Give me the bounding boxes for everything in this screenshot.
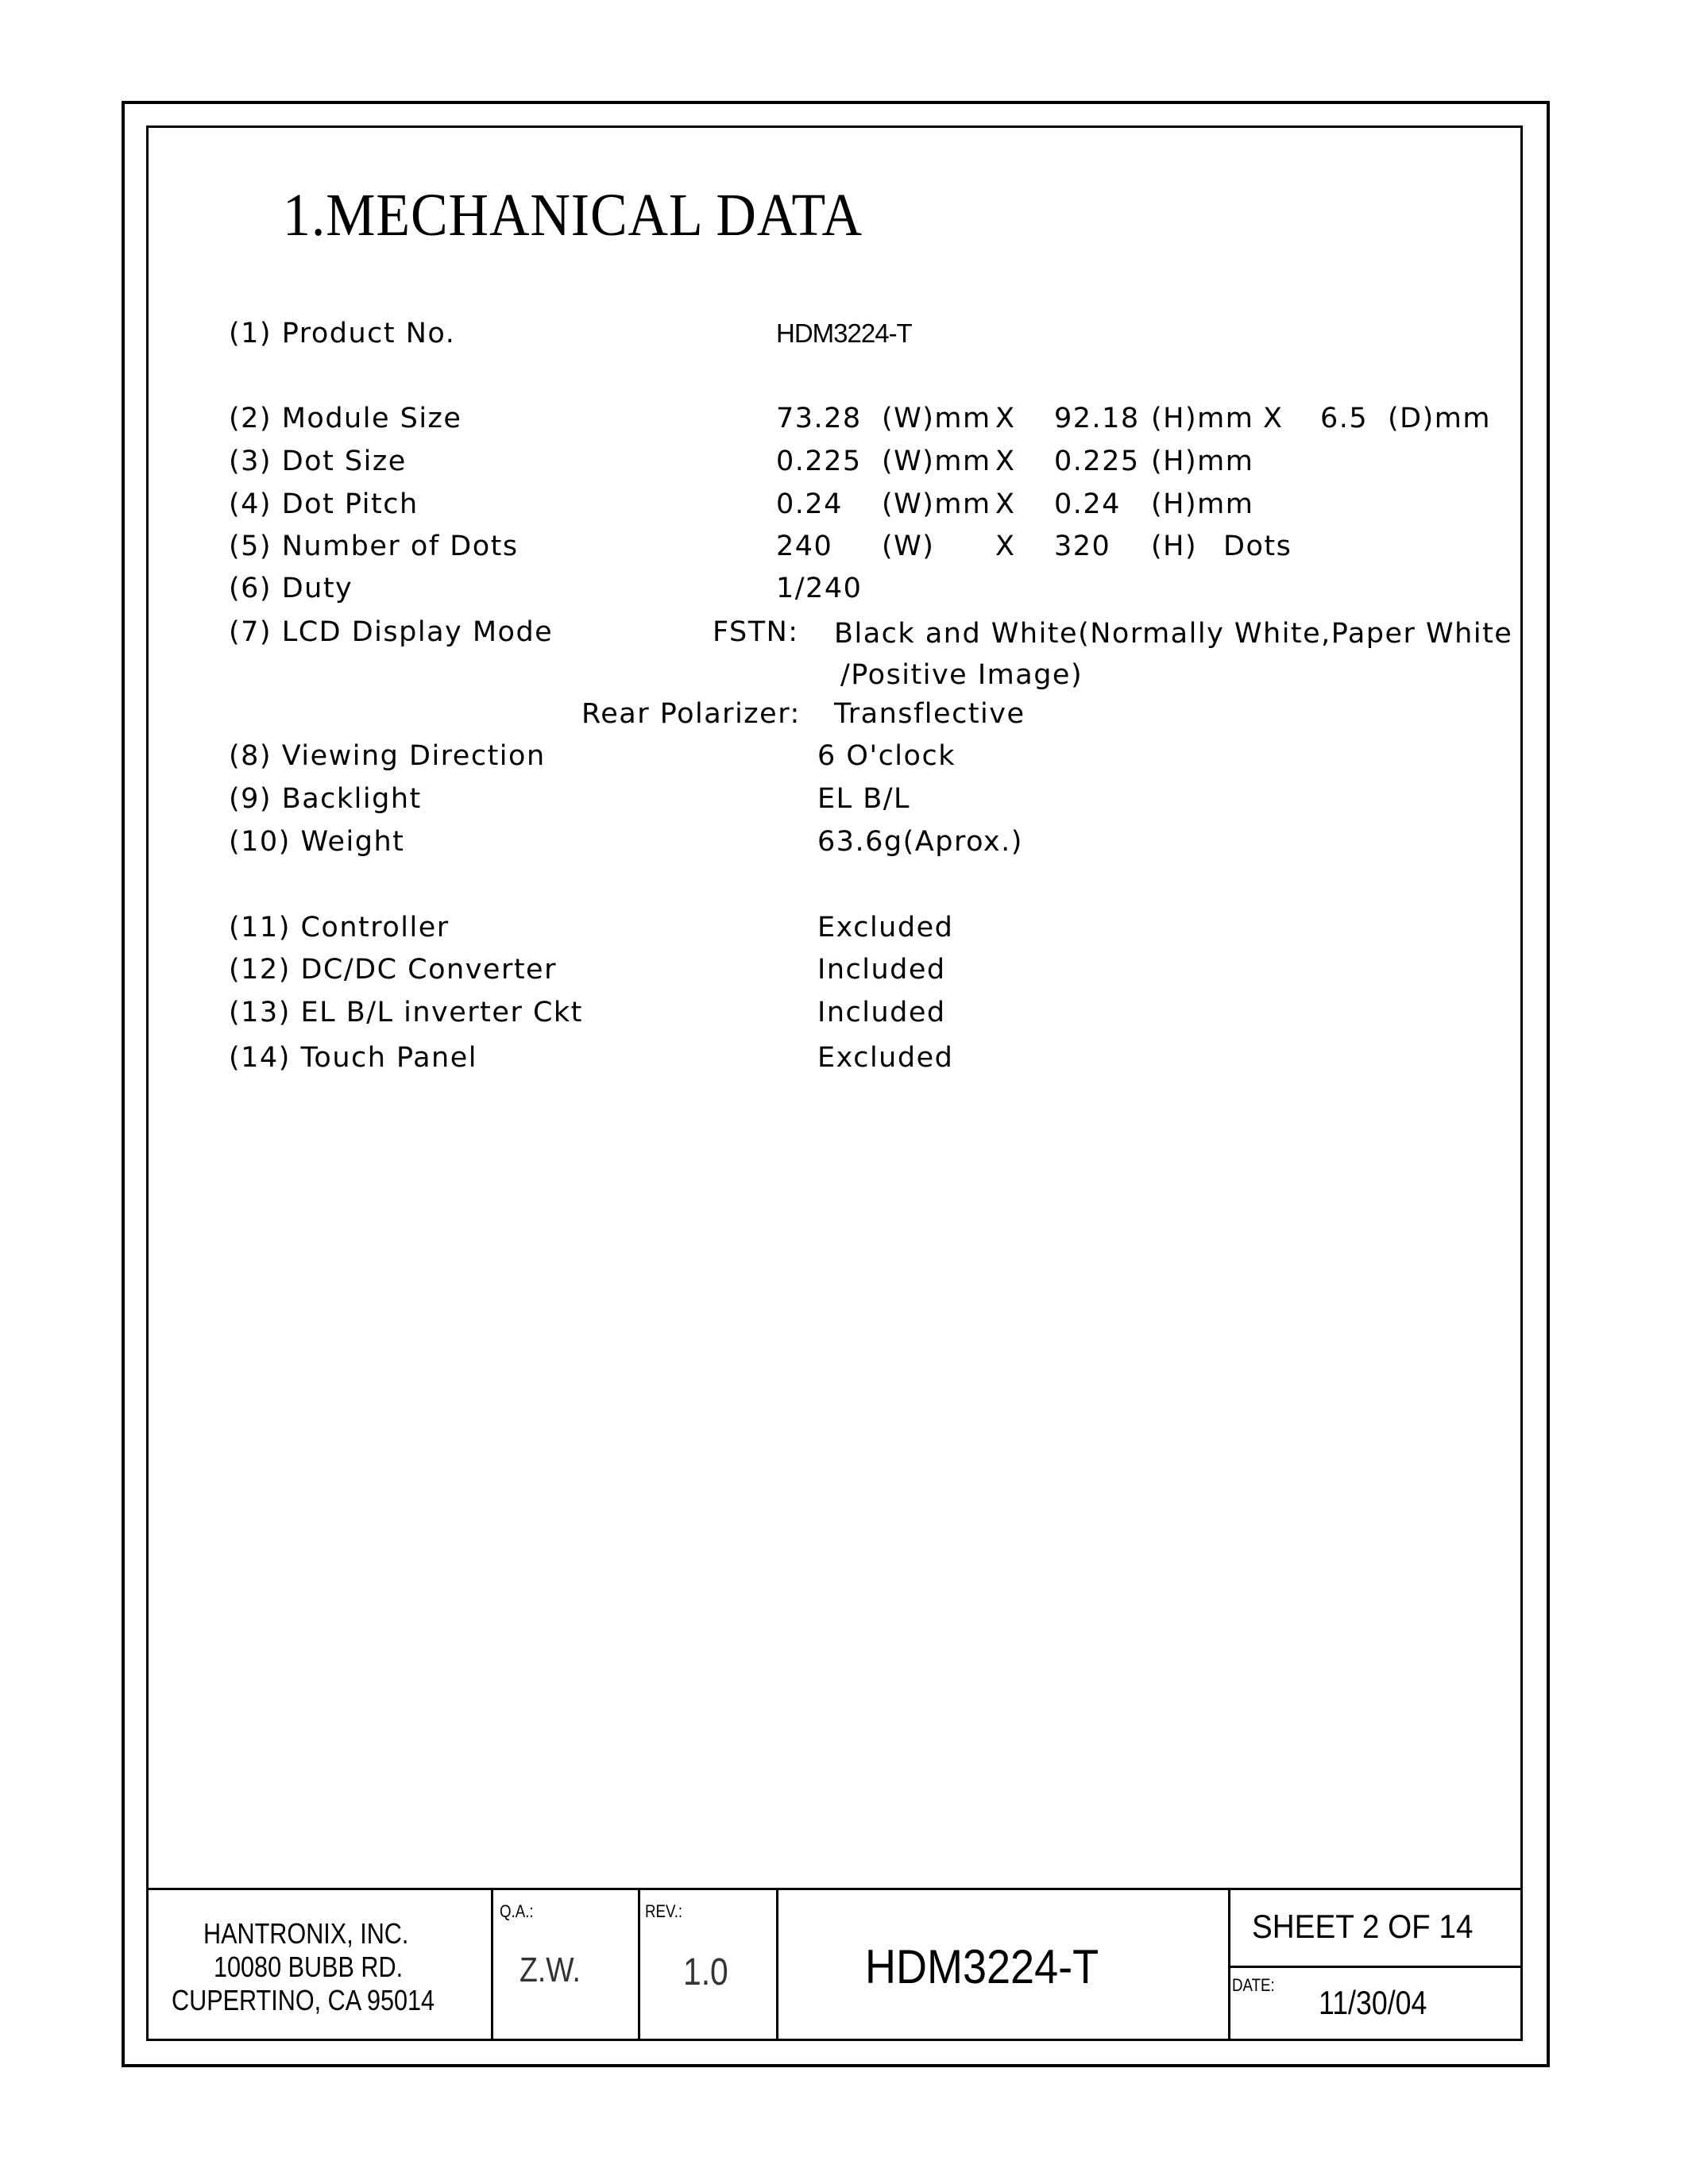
spec-value-weight: 63.6g(Aprox.)	[817, 826, 1023, 858]
polarizer-value: Transflective	[834, 698, 1026, 730]
dot-size-h: 0.225	[1054, 446, 1140, 477]
spec-value-controller: Excluded	[817, 912, 954, 943]
sheet-number: SHEET 2 OF 14	[1252, 1908, 1474, 1945]
divider	[638, 1890, 640, 2041]
dot-pitch-w: 0.24	[776, 488, 843, 520]
spec-label-backlight: (9) Backlight	[229, 783, 422, 815]
company-address-1: 10080 BUBB RD.	[214, 1951, 404, 1983]
times-sign: X	[995, 403, 1016, 434]
rev-label: REV.:	[645, 1901, 683, 1921]
dot-pitch-h: 0.24	[1054, 488, 1121, 520]
times-sign: X	[995, 531, 1016, 562]
spec-label-dcdc: (12) DC/DC Converter	[229, 954, 557, 986]
company-name: HANTRONIX, INC.	[203, 1917, 409, 1950]
dot-pitch-h-unit: (H)mm	[1151, 488, 1254, 520]
spec-value-dcdc: Included	[817, 954, 946, 986]
spec-label-module-size: (2) Module Size	[229, 403, 462, 434]
module-depth-unit: (D)mm	[1388, 403, 1491, 434]
part-number: HDM3224-T	[865, 1940, 1099, 1993]
display-type: FSTN:	[713, 616, 799, 648]
spec-label-product: (1) Product No.	[229, 318, 456, 349]
dots-w-unit: (W)	[882, 531, 935, 562]
module-width-unit: (W)mm	[882, 403, 991, 434]
display-mode-line1: Black and White(Normally White,Paper White	[834, 618, 1513, 650]
spec-label-duty: (6) Duty	[229, 573, 353, 604]
spec-label-weight: (10) Weight	[229, 826, 405, 858]
times-sign: X	[995, 446, 1016, 477]
spec-value-touch: Excluded	[817, 1042, 954, 1074]
rev-value: 1.0	[683, 1951, 728, 1993]
display-mode-line2: /Positive Image)	[840, 659, 1083, 691]
spec-label-dot-pitch: (4) Dot Pitch	[229, 488, 419, 520]
dots-h-unit: (H)	[1151, 531, 1198, 562]
times-sign: X	[995, 488, 1016, 520]
spec-label-inverter: (13) EL B/L inverter Ckt	[229, 997, 583, 1028]
module-height: 92.18	[1054, 403, 1140, 434]
module-depth: 6.5	[1320, 403, 1369, 434]
spec-label-controller: (11) Controller	[229, 912, 450, 943]
divider	[1228, 1966, 1520, 1968]
dot-size-h-unit: (H)mm	[1151, 446, 1254, 477]
date-label: DATE:	[1232, 1975, 1275, 1995]
dots-suffix: Dots	[1223, 531, 1292, 562]
date-value: 11/30/04	[1319, 1984, 1427, 2021]
times-sign: X	[1263, 403, 1284, 434]
title-block	[146, 1888, 1520, 2041]
spec-label-viewing: (8) Viewing Direction	[229, 740, 546, 772]
dot-pitch-w-unit: (W)mm	[882, 488, 991, 520]
dot-size-w-unit: (W)mm	[882, 446, 991, 477]
dot-size-w: 0.225	[776, 446, 862, 477]
dots-w: 240	[776, 531, 833, 562]
spec-label-display-mode: (7) LCD Display Mode	[229, 616, 554, 648]
qa-value: Z.W.	[520, 1951, 581, 1989]
divider	[776, 1890, 778, 2041]
module-height-unit: (H)mm	[1151, 403, 1254, 434]
spec-label-touch: (14) Touch Panel	[229, 1042, 477, 1074]
spec-value-product: HDM3224-T	[776, 318, 912, 348]
page-title: 1.MECHANICAL DATA	[283, 182, 863, 249]
qa-label: Q.A.:	[500, 1901, 534, 1921]
company-address-2: CUPERTINO, CA 95014	[172, 1984, 435, 2016]
spec-value-viewing: 6 O'clock	[817, 740, 956, 772]
spec-value-duty: 1/240	[776, 573, 863, 604]
polarizer-label: Rear Polarizer:	[581, 698, 801, 730]
spec-value-inverter: Included	[817, 997, 946, 1028]
divider	[491, 1890, 493, 2041]
dots-h: 320	[1054, 531, 1111, 562]
spec-value-backlight: EL B/L	[817, 783, 911, 815]
spec-label-dot-size: (3) Dot Size	[229, 446, 407, 477]
spec-label-dots: (5) Number of Dots	[229, 531, 519, 562]
module-width: 73.28	[776, 403, 862, 434]
